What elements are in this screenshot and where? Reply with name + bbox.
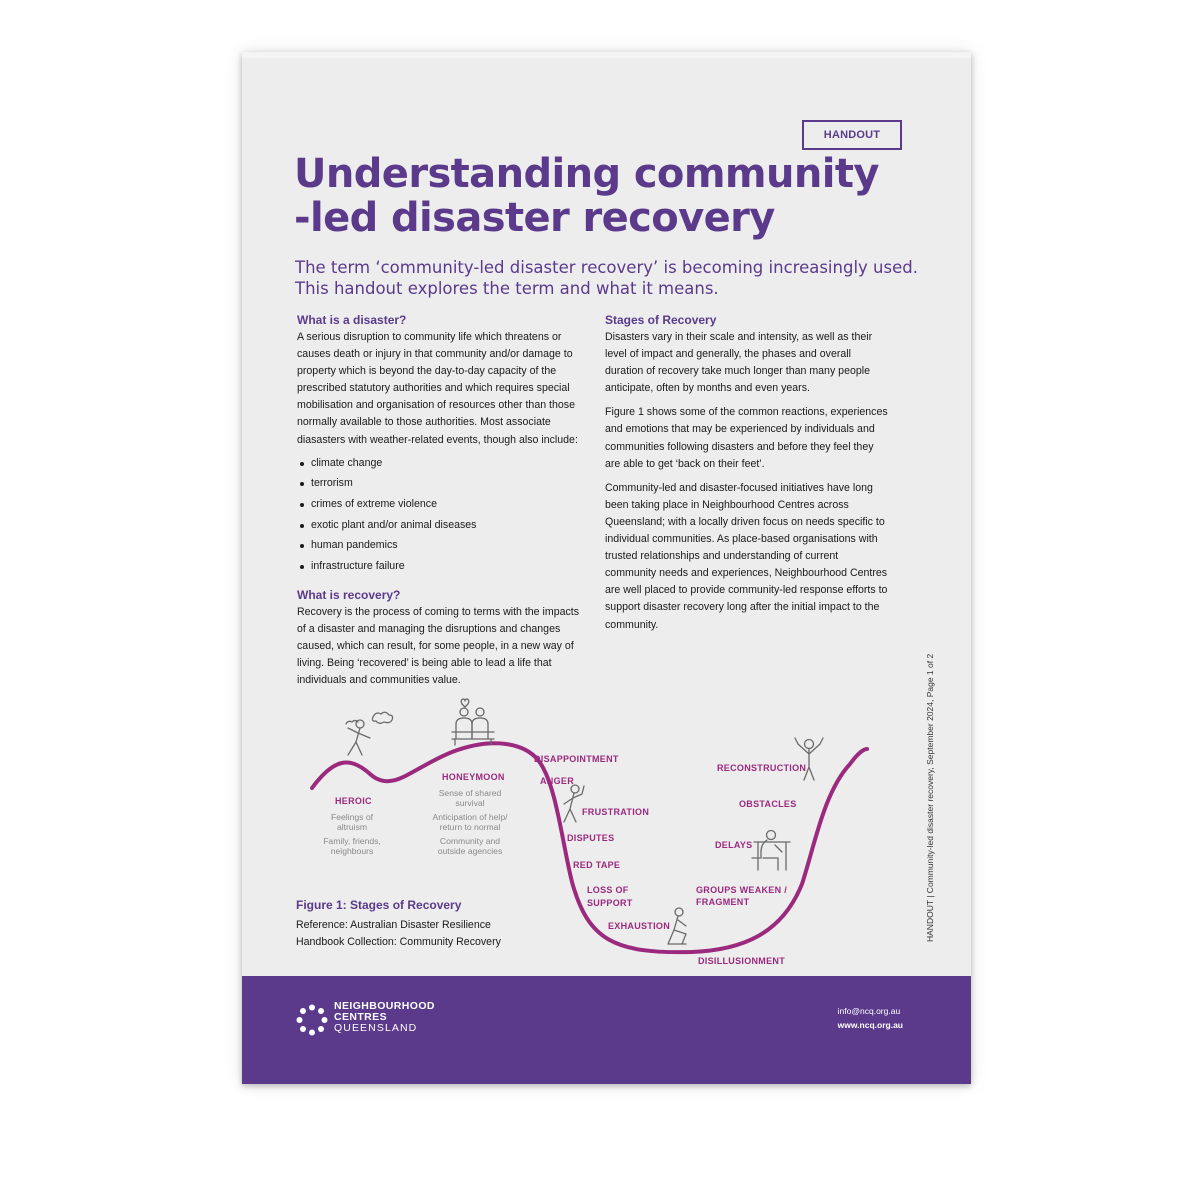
handout-page bbox=[242, 52, 971, 1084]
bullet-item: crimes of extreme violence bbox=[297, 494, 582, 515]
logo-line-2: CENTRES bbox=[334, 1011, 387, 1023]
anger-person-icon bbox=[564, 785, 584, 822]
handout-badge: HANDOUT bbox=[802, 120, 902, 150]
disaster-bullet-list bbox=[297, 453, 582, 577]
page-top-edge bbox=[242, 52, 971, 58]
logo-line-1: NEIGHBOURHOOD bbox=[334, 1000, 435, 1012]
bullet-item: human pandemics bbox=[297, 535, 582, 556]
bullet-item: climate change bbox=[297, 453, 582, 474]
figure-title: Figure 1: Stages of Recovery bbox=[296, 898, 462, 912]
honeymoon-detail-3: Anticipation of help/ bbox=[432, 812, 508, 822]
honeymoon-couple-icon bbox=[452, 699, 494, 745]
ncq-logo-text bbox=[334, 1001, 435, 1034]
label-disappointment: DISAPPOINTMENT bbox=[534, 754, 619, 764]
ncq-logo-mark-icon bbox=[296, 1004, 328, 1036]
label-disillusionment: DISILLUSIONMENT bbox=[698, 956, 785, 966]
footer-contact bbox=[838, 1004, 903, 1032]
honeymoon-detail-6: outside agencies bbox=[437, 846, 503, 856]
page-title-line-1: Understanding community bbox=[294, 151, 879, 197]
reconstruction-person-icon bbox=[795, 738, 823, 780]
heroic-detail-3: Family, friends, bbox=[323, 836, 381, 846]
label-reconstruction: RECONSTRUCTION bbox=[717, 763, 807, 773]
recovery-section bbox=[297, 587, 582, 689]
recovery-body: Recovery is the process of coming to terms with the impacts of a disaster and managing the disruptions and changes caused, which can result, for some people, in a new way of living. Being ‘recovered’ is being able to lead a life that individuals and communities value. bbox=[297, 605, 580, 687]
label-obstacles: OBSTACLES bbox=[739, 799, 797, 809]
exhaustion-person-icon bbox=[668, 908, 686, 944]
heroic-detail-2: altruism bbox=[336, 822, 368, 832]
page-title-line-2: -led disaster recovery bbox=[294, 195, 775, 241]
honeymoon-detail-2: survival bbox=[455, 798, 485, 808]
bullet-item: terrorism bbox=[297, 473, 582, 494]
intro-line-2: This handout explores the term and what it means. bbox=[295, 279, 719, 298]
label-support: SUPPORT bbox=[587, 898, 633, 908]
bullet-item: infrastructure failure bbox=[297, 556, 582, 577]
honeymoon-detail-4: return to normal bbox=[439, 822, 501, 832]
label-disputes: DISPUTES bbox=[567, 833, 615, 843]
logo-line-3: QUEENSLAND bbox=[334, 1022, 418, 1034]
stages-paragraph-1: Disasters vary in their scale and intensity, as well as their level of impact and generally, the phases and overall duration of recovery take much longer than many people anticipate, often by months and even years. bbox=[605, 331, 873, 395]
ncq-logo bbox=[296, 1001, 516, 1041]
left-column bbox=[297, 312, 582, 689]
disaster-heading: What is a disaster? bbox=[297, 313, 407, 327]
stages-paragraph-2: Figure 1 shows some of the common reactions, experiences and emotions that may be experienced by individuals and communities following disasters and before they feel they are able to get ‘back on their feet’. bbox=[605, 406, 888, 470]
footer-email-link[interactable]: info@ncq.org.au bbox=[837, 1006, 901, 1016]
figure-reference-1: Reference: Australian Disaster Resilience bbox=[296, 919, 491, 931]
bullet-item: exotic plant and/or animal diseases bbox=[297, 515, 582, 536]
label-fragment: FRAGMENT bbox=[696, 897, 750, 907]
disaster-body: A serious disruption to community life which threatens or causes death or injury in that community and/or damage to property which is beyond the day-to-day capacity of the prescribed statutory authorities and which requires special mobilisation and organisation of resources other than those normally available to those authorities. Most associate diasasters with weather-related events, though also include: bbox=[297, 331, 578, 446]
honeymoon-detail-5: Community and bbox=[439, 836, 501, 846]
label-exhaustion: EXHAUSTION bbox=[608, 921, 671, 931]
figure-reference-2: Handbook Collection: Community Recovery bbox=[296, 936, 501, 948]
honeymoon-detail-1: Sense of shared bbox=[438, 788, 502, 798]
footer-website-link[interactable]: www.ncq.org.au bbox=[837, 1020, 903, 1030]
page-title bbox=[294, 152, 914, 240]
intro-text bbox=[295, 257, 935, 299]
label-groups-weaken: GROUPS WEAKEN / bbox=[696, 885, 788, 895]
heroic-detail-4: neighbours bbox=[330, 846, 374, 856]
heroic-detail-1: Feelings of bbox=[330, 812, 374, 822]
label-honeymoon: HONEYMOON bbox=[442, 772, 505, 782]
label-red-tape: RED TAPE bbox=[573, 860, 621, 870]
label-delays: DELAYS bbox=[715, 840, 753, 850]
label-frustration: FRUSTRATION bbox=[582, 807, 650, 817]
intro-line-1: The term ‘community-led disaster recovery’ is becoming increasingly used. bbox=[295, 258, 918, 277]
delays-person-desk-icon bbox=[752, 831, 790, 871]
right-column bbox=[605, 312, 890, 634]
heroic-person-icon bbox=[346, 712, 393, 755]
footer-band bbox=[242, 976, 971, 1084]
recovery-heading: What is recovery? bbox=[297, 587, 401, 602]
stages-heading: Stages of Recovery bbox=[605, 313, 717, 327]
label-anger: ANGER bbox=[540, 776, 575, 786]
stages-paragraph-3: Community-led and disaster-focused initiatives have long been taking place in Neighbourhood Centres across Queensland; with a locally driven focus on needs specific to individual communities. As place-based organisations with trusted relationships and understanding of current community needs and experiences, Neighbourhood Centres are well placed to provide community-led response efforts to support disaster recovery long after the initial impact to the community. bbox=[605, 481, 888, 631]
label-heroic: HEROIC bbox=[335, 796, 372, 806]
page-side-footer: HANDOUT | Community-led disaster recovery, September 2024, Page 1 of 2 bbox=[925, 653, 935, 942]
label-loss-of: LOSS OF bbox=[587, 885, 629, 895]
figure-caption bbox=[296, 897, 576, 951]
